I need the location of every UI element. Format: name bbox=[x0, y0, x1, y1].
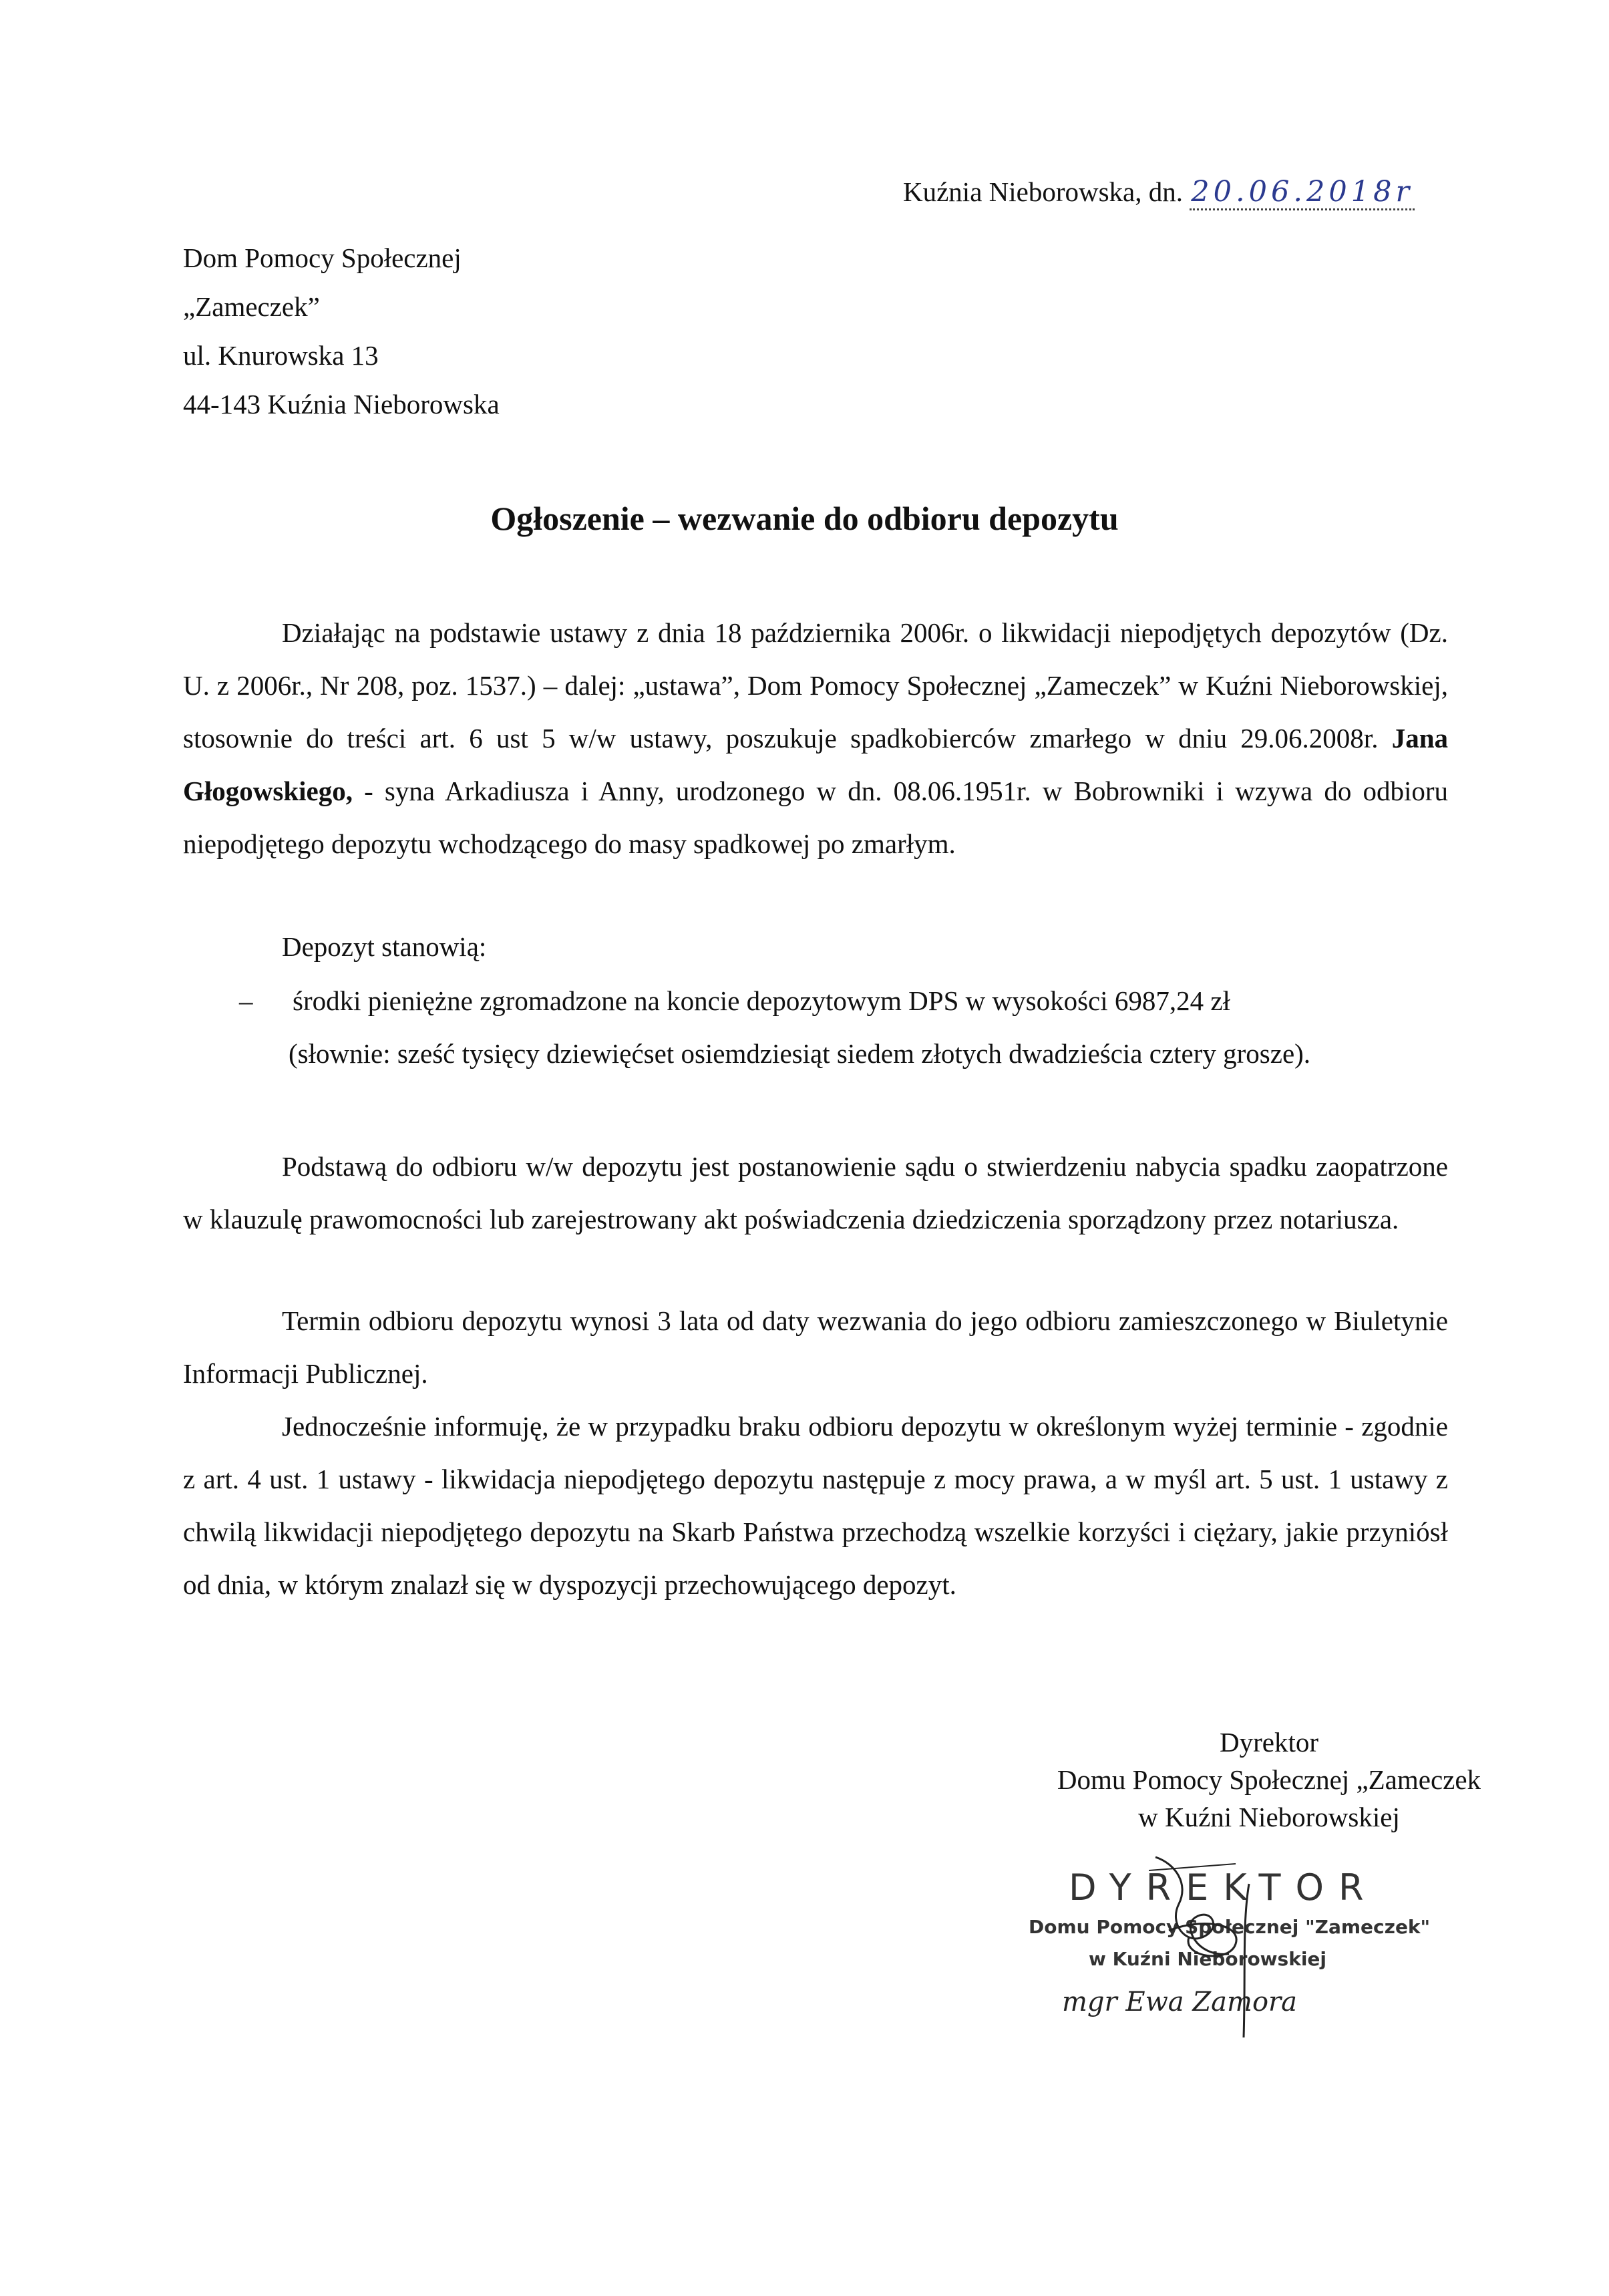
signatory-block bbox=[935, 1724, 1603, 1836]
handwritten-date: 20.06.2018r bbox=[1190, 175, 1415, 210]
paragraph-deadline bbox=[183, 1295, 1448, 1400]
paragraph-3-text: Termin odbioru depozytu wynosi 3 lata od daty wezwania do jego odbioru zamieszczonego w Biuletynie Informacji Publicznej. bbox=[183, 1305, 1448, 1389]
address-line-4: 44-143 Kuźnia Nieborowska bbox=[183, 389, 500, 420]
signatory-location: w Kuźni Nieborowskiej bbox=[1138, 1802, 1400, 1832]
address-line-1: Dom Pomocy Społecznej bbox=[183, 242, 462, 273]
stamp-name: mgr Ewa Zamora bbox=[1062, 1987, 1297, 2017]
deceased-name: Jana Głogowskiego, bbox=[183, 723, 1449, 806]
stamp-title: DYREKTOR bbox=[1069, 1866, 1379, 1909]
address-line-3: ul. Knurowska 13 bbox=[183, 340, 379, 371]
address-line-2: „Zameczek” bbox=[183, 291, 320, 322]
paragraph-liquidation-info bbox=[183, 1400, 1448, 1611]
paragraph-2-text: Podstawą do odbioru w/w depozytu jest postanowienie sądu o stwierdzeniu nabycia spadku zaopatrzone w klauzulę prawomocności lub zarejestrowany akt poświadczenia dziedziczenia sporządzony przez notariusza. bbox=[183, 1151, 1448, 1235]
place-and-date bbox=[903, 175, 1415, 208]
sender-address bbox=[183, 234, 500, 429]
deposit-item: środki pieniężne zgromadzone na koncie depozytowym DPS w wysokości 6987,24 zł bbox=[293, 985, 1230, 1016]
paragraph-1-part-1: Działając na podstawie ustawy z dnia 18 października 2006r. o likwidacji niepodjętych depozytów (Dz. U. z 2006r., Nr 208, poz. 1537.) – dalej: „ustawa”, Dom Pomocy Społecznej „Zameczek” w Kuźni Nieborowskiej, stosownie do treści art. 6 ust 5 w/w ustawy, poszukuje spadkobierców zmarłego w dniu 29.06.2008r. bbox=[183, 617, 1448, 754]
deposit-amount-in-words: (słownie: sześć tysięcy dziewięćset osiemdziesiąt siedem złotych dwadzieścia cztery grosze). bbox=[289, 1038, 1311, 1069]
paragraph-4-text: Jednocześnie informuję, że w przypadku braku odbioru depozytu w określonym wyżej terminie - zgodnie z art. 4 ust. 1 ustawy - likwidacja niepodjętego depozytu następuje z mocy prawa, a w myśl art. 5 ust. 1 ustawy z chwilą likwidacji niepodjętego depozytu na Skarb Państwa przechodzą wszelkie korzyści i ciężary, jakie przyniósł od dnia, w którym znalazł się w dyspozycji przechowującego depozyt. bbox=[183, 1411, 1448, 1600]
place-date-prefix: Kuźnia Nieborowska, dn. bbox=[903, 176, 1184, 207]
list-dash: – bbox=[239, 985, 253, 1016]
paragraph-collection-basis bbox=[183, 1140, 1448, 1246]
signatory-institution: Domu Pomocy Społecznej „Zameczek bbox=[1057, 1764, 1481, 1795]
stamp-location: w Kuźni Nieborowskiej bbox=[1089, 1948, 1327, 1970]
deposit-lead: Depozyt stanowią: bbox=[282, 931, 487, 962]
signatory-title: Dyrektor bbox=[1219, 1727, 1318, 1758]
paragraph-1-part-2: - syna Arkadiusza i Anny, urodzonego w dn. 08.06.1951r. w Bobrowniki i wzywa do odbioru niepodjętego depozytu wchodzącego do masy spadkowej po zmarłym. bbox=[183, 776, 1449, 859]
stamp-institution: Domu Pomocy Społecznej "Zameczek" bbox=[1029, 1916, 1431, 1938]
paragraph-legal-basis bbox=[183, 607, 1448, 870]
document-title: Ogłoszenie – wezwanie do odbioru depozytu bbox=[490, 500, 1119, 537]
handwritten-signature bbox=[1069, 1844, 1309, 2044]
